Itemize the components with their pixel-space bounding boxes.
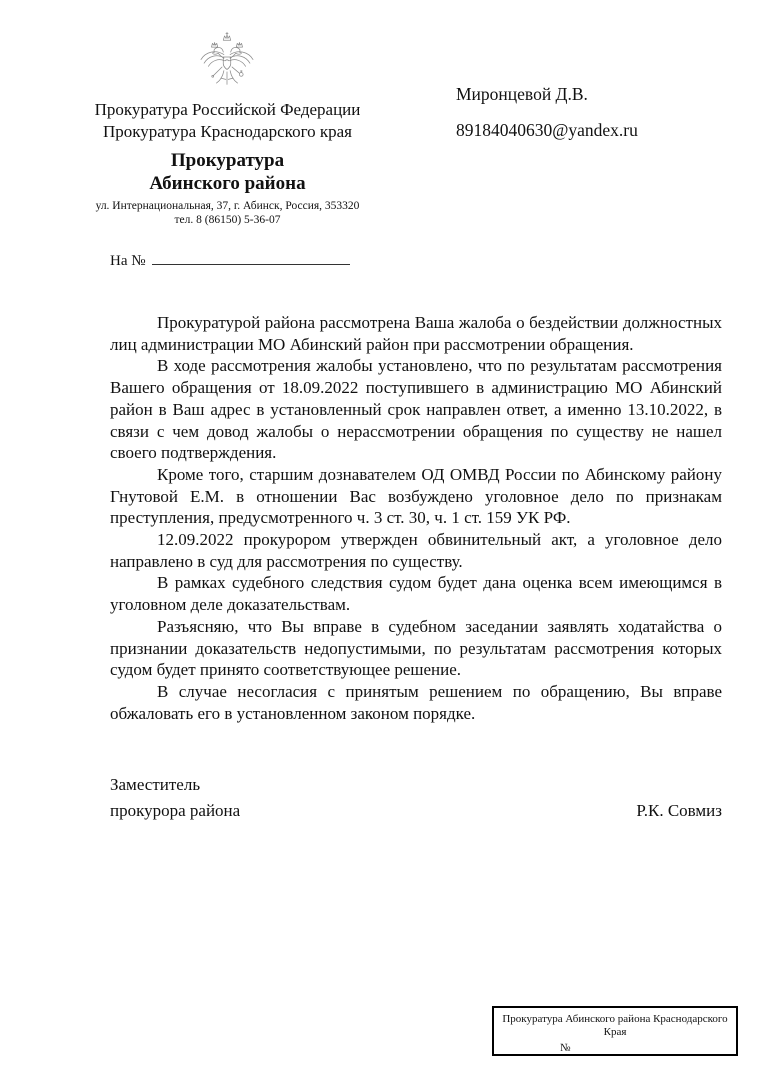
stamp-number-label: № <box>560 1042 571 1054</box>
signer-position-line2: прокурора района <box>110 801 241 820</box>
body-paragraph: Кроме того, старшим дознавателем ОД ОМВД России по Абинскому району Гнутовой Е.М. в отношении Вас возбуждено уголовное дело по признакам преступления, предусмотренного ч. 3 ст. 30, ч. 1 ст. 159 УК РФ. <box>110 464 722 528</box>
body-paragraph: 12.09.2022 прокурором утвержден обвинительный акт, а уголовное дело направлено в суд для рассмотрения по существу. <box>110 530 722 571</box>
office-phone: тел. 8 (86150) 5-36-07 <box>174 214 281 226</box>
reference-label: На № <box>110 253 146 269</box>
body-paragraph: В ходе рассмотрения жалобы установлено, что по результатам рассмотрения Вашего обращения от 18.09.2022 поступившего в администрацию МО Абинский район в Ваш адрес в установленный срок направлен ответ, а именно 13.10.2022, в связи с чем довод жалобы о нерассмотрении обращения по существу не нашел своего подтверждения. <box>110 356 722 463</box>
reference-fill-line <box>152 251 350 265</box>
recipient-email: 89184040630@yandex.ru <box>456 120 638 140</box>
body-paragraph: Разъясняю, что Вы вправе в судебном заседании заявлять ходатайства о признании доказательств недопустимыми, по результатам рассмотрения которых судом будет принято соответствующее решение. <box>110 616 722 680</box>
body-paragraph: В случае несогласия с принятым решением по обращению, Вы вправе обжаловать его в установленном законом порядке. <box>110 681 722 723</box>
body-paragraph: Прокуратурой района рассмотрена Ваша жалоба о бездействии должностных лиц администрации МО Абинский район при рассмотрении обращения. <box>110 313 722 354</box>
body-paragraph: В рамках судебного следствия судом будет дана оценка всем имеющимся в уголовном деле доказательствам. <box>110 573 722 615</box>
reference-number-line <box>110 251 350 270</box>
org-name-krai: Прокуратура Краснодарского края <box>103 122 352 141</box>
office-name-line1: Прокуратура <box>170 150 285 171</box>
recipient-name: Миронцевой Д.В. <box>456 84 588 104</box>
office-address: ул. Интернациональная, 37, г. Абинск, Россия, 353320 <box>95 200 360 212</box>
letter-body <box>110 312 722 724</box>
russia-coat-of-arms-icon <box>196 30 258 94</box>
stamp-org-line1: Прокуратура Абинского района Краснодарского <box>502 1013 728 1025</box>
signature-block <box>110 772 722 824</box>
recipient-block <box>456 84 638 140</box>
org-name-federation: Прокуратура Российской Федерации <box>94 100 361 119</box>
letterhead <box>40 99 415 227</box>
office-name-line2: Абинского района <box>149 173 306 194</box>
signer-name: Р.К. Совмиз <box>636 801 722 820</box>
registration-stamp-box <box>492 1006 738 1056</box>
stamp-org-line2: Края <box>603 1026 627 1038</box>
signer-position-line1: Заместитель <box>110 775 201 794</box>
